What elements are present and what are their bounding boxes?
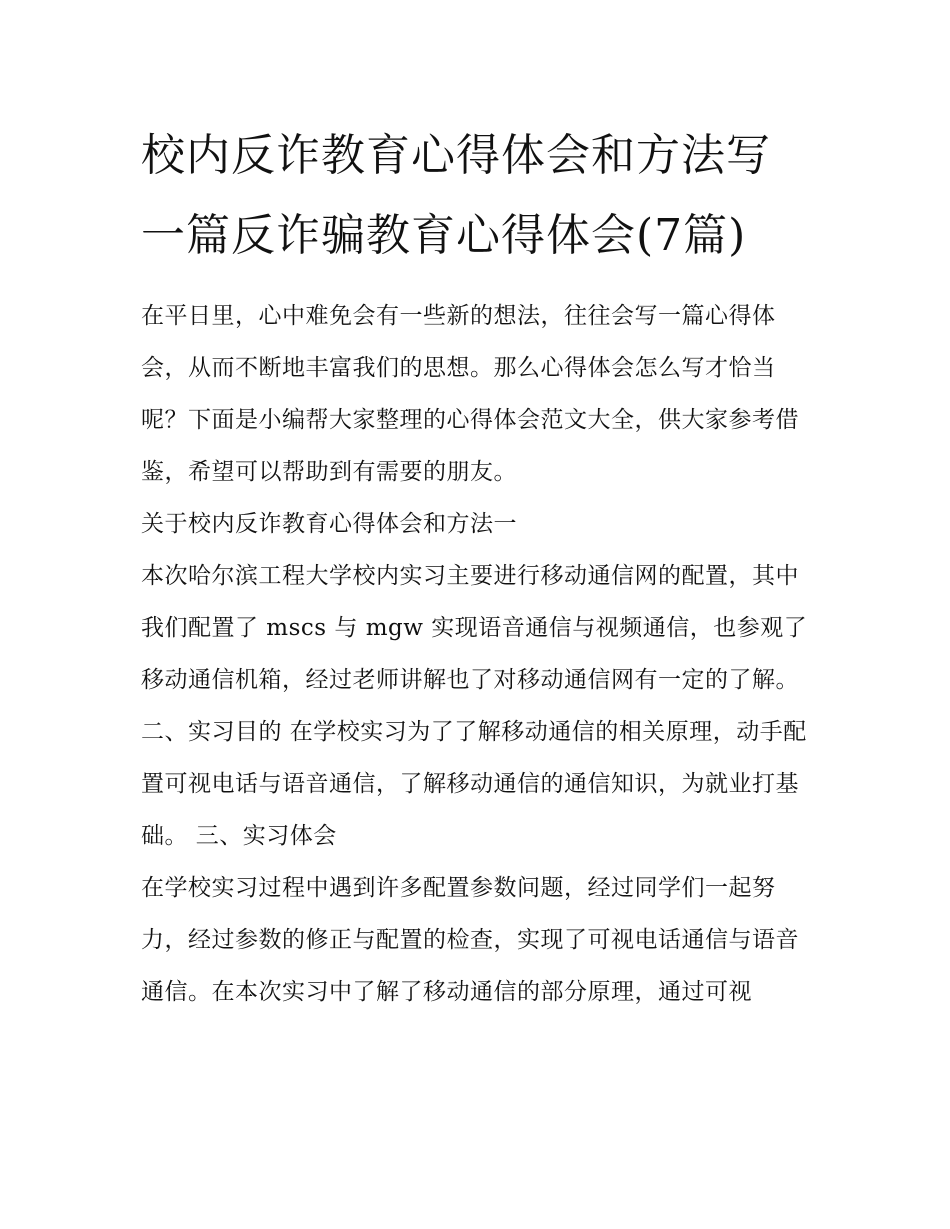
document-body [141, 116, 813, 1018]
section-heading: 关于校内反诈教育心得体会和方法一 [141, 511, 517, 537]
document-title: 校内反诈教育心得体会和方法写一篇反诈骗教育心得体会(7篇) [141, 130, 771, 261]
experience-paragraph: 在学校实习过程中遇到许多配置参数问题，经过同学们一起努力，经过参数的修正与配置的检查，实现了可视电话通信与语音通信。在本次实习中了解了移动通信的部分原理，通过可视 [141, 875, 799, 1005]
purpose-paragraph: 二、实习目的 在学校实习为了了解移动通信的相关原理，动手配置可视电话与语音通信，了解移动通信的通信知识，为就业打基础。 三、实习体会 [141, 719, 807, 849]
intro-paragraph: 在平日里，心中难免会有一些新的想法，往往会写一篇心得体会，从而不断地丰富我们的思想。那么心得体会怎么写才恰当呢？下面是小编帮大家整理的心得体会范文大全，供大家参考借鉴，希望可以帮助到有需要的朋友。 [141, 303, 799, 485]
internship-paragraph: 本次哈尔滨工程大学校内实习主要进行移动通信网的配置，其中我们配置了 mscs 与 mgw 实现语音通信与视频通信，也参观了移动通信机箱，经过老师讲解也了对移动通信网有一定的了解。 [141, 563, 808, 693]
